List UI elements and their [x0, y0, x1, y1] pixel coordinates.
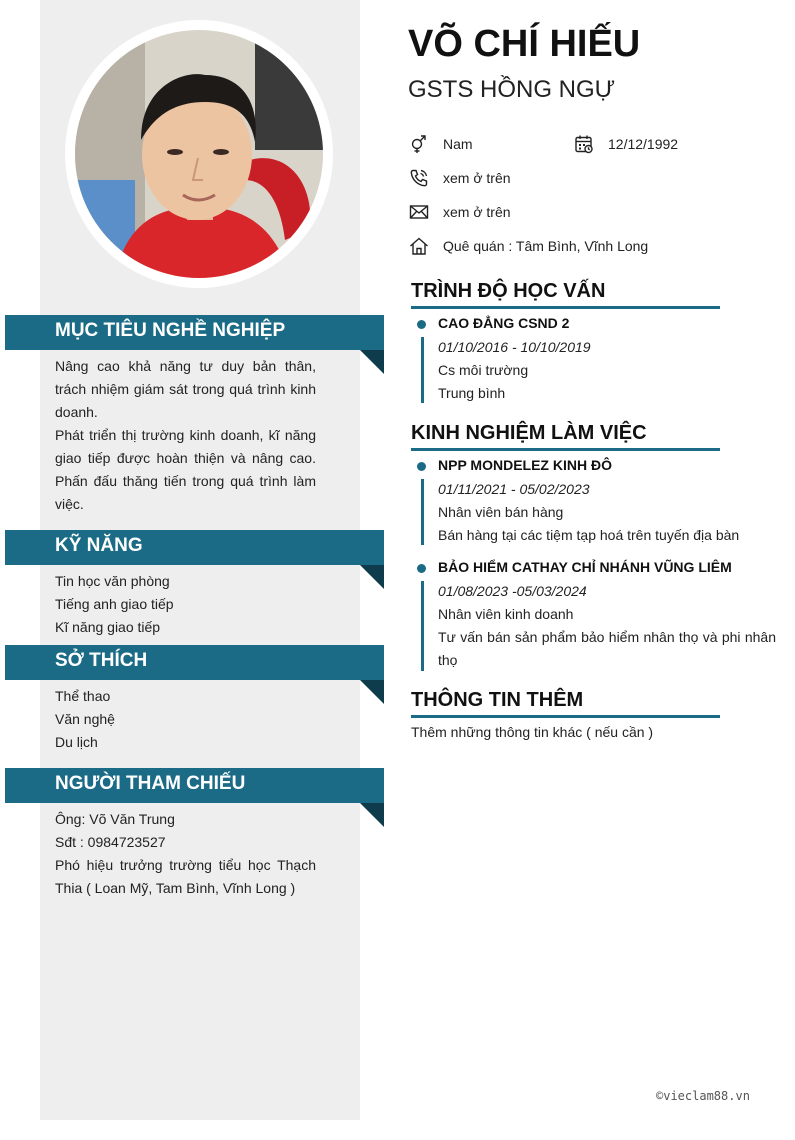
skill-item: Kĩ năng giao tiếp: [55, 619, 161, 635]
calendar-icon: [573, 133, 595, 155]
phone-row: [408, 167, 511, 189]
watermark: ©vieclam88.vn: [656, 1089, 750, 1103]
avatar-frame: [65, 20, 333, 288]
hobbies-section-header: [5, 645, 384, 680]
references-text: [55, 808, 316, 900]
experience-entry: [415, 457, 780, 549]
references-section-header: [5, 768, 384, 803]
school-name: CAO ĐẲNG CSND 2: [438, 315, 570, 331]
timeline-bar: [421, 581, 424, 671]
hometown-value: Quê quán : Tâm Bình, Vĩnh Long: [443, 238, 649, 254]
skills-list: [55, 570, 316, 639]
timeline-bar: [421, 337, 424, 403]
ribbon-fold: [360, 803, 384, 827]
birthday-row: [573, 133, 678, 155]
reference-phone: Sđt : 0984723527: [55, 834, 166, 850]
gender-icon: [408, 133, 430, 155]
objective-text: [55, 355, 316, 516]
birthday-value: 12/12/1992: [608, 136, 679, 152]
gender-value: Nam: [443, 136, 473, 152]
extra-info-text: Thêm những thông tin khác ( nếu cần ): [411, 724, 654, 740]
experience-period: 01/11/2021 - 05/02/2023: [438, 481, 590, 497]
references-title: NGƯỜI THAM CHIẾU: [55, 773, 246, 794]
education-period: 01/10/2016 - 10/10/2019: [438, 339, 591, 355]
skills-title: KỸ NĂNG: [55, 535, 143, 556]
candidate-name: VÕ CHÍ HIẾU: [408, 23, 641, 65]
experience-position: Nhân viên kinh doanh: [438, 606, 574, 622]
objective-section-header: [5, 315, 384, 350]
experience-period: 01/08/2023 -05/03/2024: [438, 583, 587, 599]
timeline-dot: [417, 564, 426, 573]
ribbon-fold: [360, 350, 384, 374]
home-icon: [408, 235, 430, 257]
reference-name: Ông: Võ Văn Trung: [55, 811, 175, 827]
ribbon-fold: [360, 680, 384, 704]
phone-icon: [408, 167, 430, 189]
skill-item: Tiếng anh giao tiếp: [55, 596, 174, 612]
timeline-dot: [417, 462, 426, 471]
ribbon-fold: [360, 565, 384, 589]
avatar-photo: [75, 30, 323, 278]
objective-paragraph: Nâng cao khả năng tư duy bản thân, trách nhiệm giám sát trong quá trình kinh doanh.: [55, 358, 316, 420]
reference-position: Phó hiệu trưởng trường tiểu học Thạch Thia ( Loan Mỹ, Tam Bình, Vĩnh Long ): [55, 857, 316, 896]
skill-item: Tin học văn phòng: [55, 573, 170, 589]
mail-icon: [408, 201, 430, 223]
education-major: Cs môi trường: [438, 362, 529, 378]
gender-row: [408, 133, 473, 155]
timeline-dot: [417, 320, 426, 329]
education-entry: [415, 315, 780, 407]
email-row: [408, 201, 511, 223]
extra-info-title: THÔNG TIN THÊM: [411, 689, 720, 718]
experience-description: Tư vấn bán sản phẩm bảo hiểm nhân thọ và phi nhân thọ: [438, 629, 776, 668]
objective-title: MỤC TIÊU NGHỀ NGHIỆP: [55, 320, 286, 341]
hobby-item: Thể thao: [55, 688, 111, 704]
education-title: TRÌNH ĐỘ HỌC VẤN: [411, 280, 720, 309]
hometown-row: [408, 235, 648, 257]
hobby-item: Văn nghệ: [55, 711, 115, 727]
timeline-bar: [421, 479, 424, 545]
hobbies-title: SỞ THÍCH: [55, 650, 148, 671]
experience-entry: [415, 559, 780, 675]
avatar: [75, 30, 323, 278]
experience-position: Nhân viên bán hàng: [438, 504, 564, 520]
hobbies-list: [55, 685, 316, 754]
email-value: xem ở trên: [443, 204, 511, 220]
skills-section-header: [5, 530, 384, 565]
objective-paragraph: Phát triển thị trường kinh doanh, kĩ năng giao tiếp được hoàn thiện và nâng cao. Phấn đấu thăng tiến trong quá trình làm việc.: [55, 427, 316, 512]
company-name: NPP MONDELEZ KINH ĐÔ: [438, 457, 612, 473]
job-title: GSTS HỒNG NGỰ: [408, 76, 616, 103]
phone-value: xem ở trên: [443, 170, 511, 186]
experience-description: Bán hàng tại các tiệm tạp hoá trên tuyến địa bàn: [438, 527, 740, 543]
education-grade: Trung bình: [438, 385, 506, 401]
experience-title: KINH NGHIỆM LÀM VIỆC: [411, 422, 720, 451]
hobby-item: Du lịch: [55, 734, 98, 750]
company-name: BẢO HIỂM CATHAY CHỈ NHÁNH VŨNG LIÊM: [438, 559, 732, 575]
